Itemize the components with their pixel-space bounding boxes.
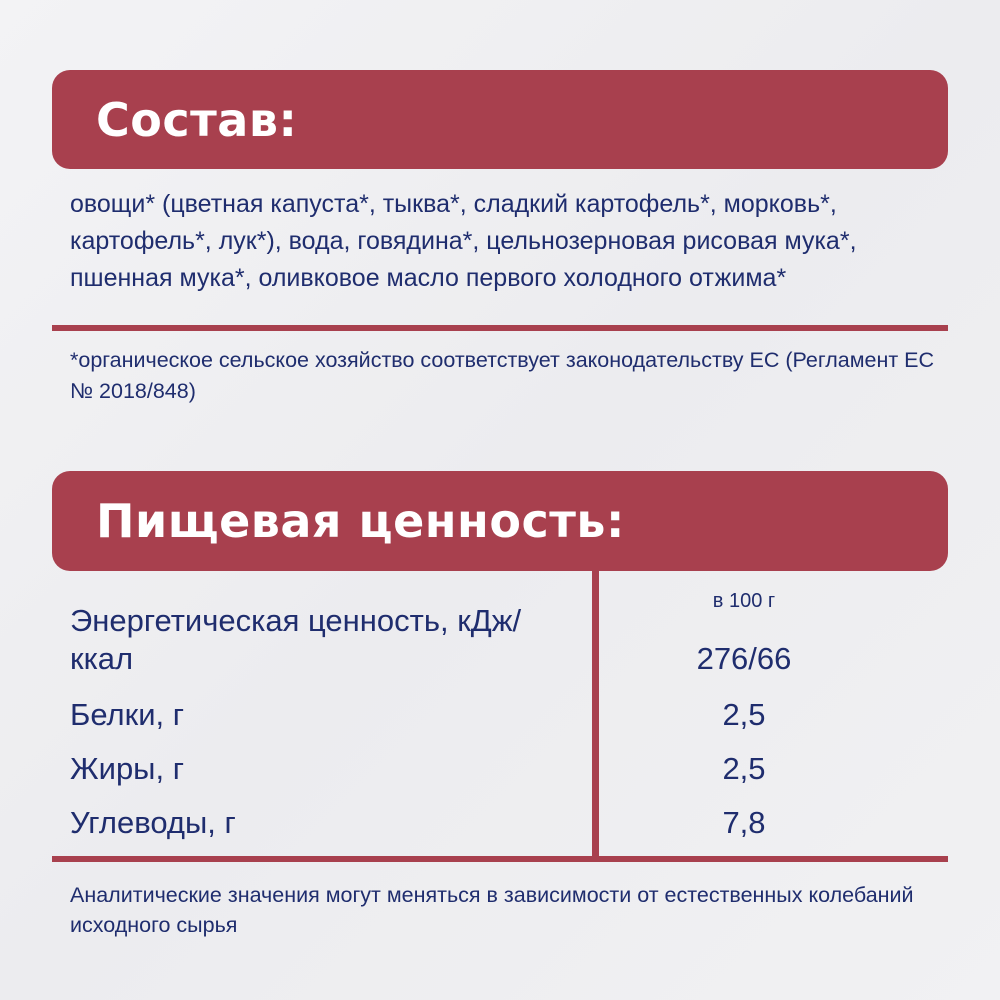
nutrition-row-label: Белки, г [70,697,185,732]
nutrition-header [52,471,948,571]
divider [52,325,948,331]
composition-title: Состав: [96,92,298,147]
nutrition-row-label: Углеводы, г [70,805,236,840]
nutrition-row-label: Жиры, г [70,751,184,786]
composition-header [52,70,948,169]
nutrition-row-value: 7,8 [722,805,766,840]
nutrition-row-label: Энергетическая ценность, кДж/ккал [70,603,522,676]
table-column-divider [592,571,599,859]
nutrition-row-value: 2,5 [722,751,766,786]
table-bottom-divider [52,856,948,862]
organic-footnote: *органическое сельское хозяйство соответствует законодательству ЕС (Регламент ЕС № 2018/848) [70,348,935,403]
nutrition-title: Пищевая ценность: [96,494,625,548]
ingredients-text: овощи* (цветная капуста*, тыква*, сладкий картофель*, морковь*, картофель*, лук*), вода, говядина*, цельнозерновая рисовая мука*, пшенная мука*, оливковое масло первого холодного отжима* [70,190,857,292]
nutrition-row-value: 276/66 [696,641,792,676]
per-100g-label: в 100 г [712,590,776,612]
nutrition-row-value: 2,5 [722,697,766,732]
analytical-disclaimer: Аналитические значения могут меняться в зависимости от естественных колебаний исходного сырья [70,883,914,937]
